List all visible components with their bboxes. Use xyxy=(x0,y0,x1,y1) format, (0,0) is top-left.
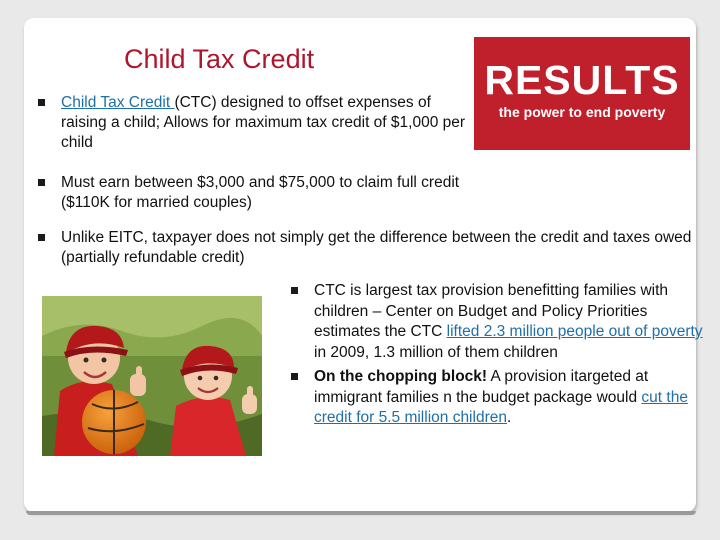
bullet-ctc-largest-provision xyxy=(289,281,709,363)
bullet-text: . xyxy=(506,409,512,426)
bullet-square-icon xyxy=(38,179,45,186)
bullet-list-right xyxy=(289,281,709,429)
bullet-square-icon xyxy=(38,99,45,106)
bullet-chopping-block xyxy=(289,367,709,429)
bullet-text: A provision itargeted at immigrant families n the budget package would xyxy=(314,368,649,406)
slide-shadow xyxy=(26,511,696,515)
bullet-text: CTC is largest tax provision benefitting families with children – Center on Budget and Policy Priorities estimates the CTC xyxy=(314,282,669,340)
bullet-eitc-comparison xyxy=(36,228,696,268)
child-tax-credit-link[interactable]: Child Tax Credit xyxy=(61,94,175,111)
bullet-ctc-definition xyxy=(36,93,476,153)
bullet-list-2 xyxy=(36,173,476,213)
logo-wordmark: RESULTS xyxy=(484,57,680,103)
bullet-text: Must earn between $3,000 and $75,000 to claim full credit ($110K for married couples) xyxy=(61,174,460,211)
bullet-text: Unlike EITC, taxpayer does not simply get the difference between the credit and taxes owed (partially refundable credit) xyxy=(61,229,692,266)
bullet-text: in 2009, 1.3 million of them children xyxy=(314,343,558,361)
slide-title: Child Tax Credit xyxy=(124,44,315,74)
lifted-out-of-poverty-link[interactable]: lifted 2.3 million people out of poverty xyxy=(446,323,703,340)
bullet-square-icon xyxy=(38,234,45,241)
cut-the-credit-link[interactable]: cut the credit for 5.5 million children xyxy=(314,388,688,426)
bullet-bold-lead: On the chopping block! xyxy=(314,368,488,385)
bullet-list-1 xyxy=(36,93,476,153)
logo-tagline: the power to end poverty xyxy=(498,104,666,120)
bullet-text: (CTC) designed to offset expenses of raising a child; Allows for maximum tax credit of $1,000 per child xyxy=(61,94,466,151)
children-photo xyxy=(42,296,262,456)
bullet-square-icon xyxy=(291,287,298,294)
bullet-list-3 xyxy=(36,228,696,268)
results-logo xyxy=(474,37,690,150)
bullet-income-range xyxy=(36,173,476,213)
bullet-square-icon xyxy=(291,373,298,380)
